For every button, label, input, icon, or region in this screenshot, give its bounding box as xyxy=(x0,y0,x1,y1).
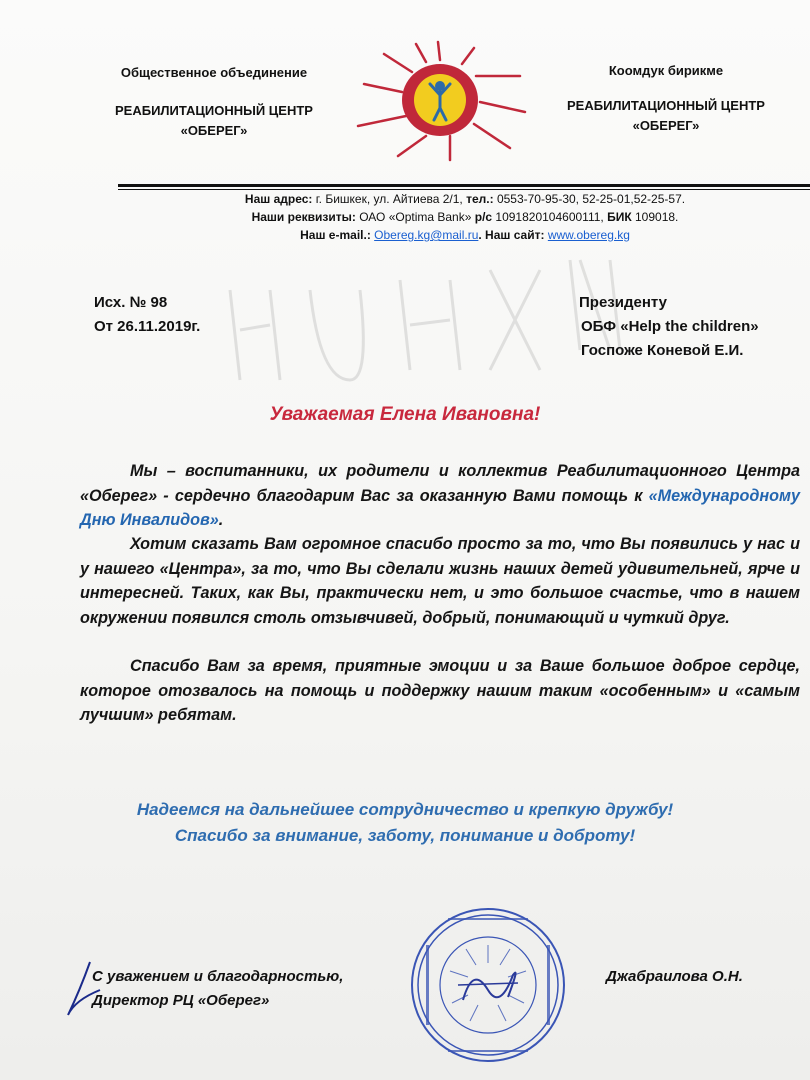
header-right-name: РЕАБИЛИТАЦИОННЫЙ ЦЕНТР xyxy=(567,98,765,113)
addressee-line3: Госпоже Коневой Е.И. xyxy=(581,342,744,359)
p1-end: . xyxy=(218,511,224,529)
bik-label: БИК xyxy=(607,210,632,224)
p1-text: Мы – воспитанники, их родители и коллектив Реабилитационного Центра «Оберег» - сердечно благодарим Вас за оказанную Вами помощь к xyxy=(80,462,800,505)
p3-text: Спасибо Вам за время, приятные эмоции и за Ваше большое доброе сердце, которое отозвалось на помощь и поддержку нашим таким «особенным» и «самым лучшим» ребятам. xyxy=(80,657,800,724)
official-stamp xyxy=(408,905,568,1065)
requisites-label: Наши реквизиты: xyxy=(251,210,356,224)
header-right-org-type: Коомдук бирикме xyxy=(608,63,724,78)
body-paragraph-1 xyxy=(80,459,800,533)
header-left-name: РЕАБИЛИТАЦИОННЫЙ ЦЕНТР xyxy=(115,103,313,118)
email-label: Наш e-mail.: xyxy=(300,228,371,242)
address-value: г. Бишкек, ул. Айтиева 2/1, xyxy=(312,192,463,206)
p1-highlight: «Международному Дню Инвалидов» xyxy=(80,486,800,529)
account-value: 1091820104600111, xyxy=(492,210,608,224)
letter-date: От 26.11.2019г. xyxy=(94,318,201,335)
phone-value: 0553-70-95-30, 52-25-01,52-25-57. xyxy=(493,192,686,206)
header-right-name2: «ОБЕРЕГ» xyxy=(632,118,700,133)
site-link[interactable]: www.obereg.kg xyxy=(547,228,630,242)
header-left-org-type: Общественное объединение xyxy=(120,65,308,80)
body-paragraph-3 xyxy=(80,654,800,728)
header-left-name2: «ОБЕРЕГ» xyxy=(180,123,248,138)
requisites-line xyxy=(120,210,810,224)
show-through-sketch xyxy=(210,230,630,410)
signature-line1: С уважением и благодарностью, xyxy=(92,968,344,985)
director-name: Джабраилова О.Н. xyxy=(606,968,743,985)
addressee-line2: ОБФ «Help the children» xyxy=(581,318,759,335)
bik-value: 109018. xyxy=(631,210,679,224)
account-label: р/с xyxy=(474,210,493,224)
closing-line-1: Надеемся на дальнейшее сотрудничество и крепкую дружбу! xyxy=(136,800,674,819)
addressee-line1: Президенту xyxy=(579,294,667,311)
email-link[interactable]: Obereg.kg@mail.ru xyxy=(374,228,479,242)
email-site-line xyxy=(120,228,810,242)
greeting: Уважаемая Елена Ивановна! xyxy=(269,404,541,425)
bank-value: ОАО «Optima Bank» xyxy=(355,210,475,224)
site-label: . Наш сайт: xyxy=(478,228,545,242)
body-paragraph-2 xyxy=(80,532,800,630)
header-rule-thick xyxy=(118,184,810,187)
phone-label: тел.: xyxy=(462,192,494,206)
sun-logo xyxy=(350,40,530,165)
closing-line-2: Спасибо за внимание, заботу, понимание и доброту! xyxy=(174,826,636,845)
address-label: Наш адрес: xyxy=(244,192,313,206)
p2-text: Хотим сказать Вам огромное спасибо просто за то, что Вы появились у нас и у нашего «Центра», за то, что Вы сделали жизнь наших детей удивительней, ярче и интересней. Таких, как Вы, практически нет, и это большое счастье, что в нашем окружении появился столь отзывчивей, добрый, понимающий и чуткий друг. xyxy=(80,535,800,627)
address-line xyxy=(120,192,810,206)
signature-line2: Директор РЦ «Оберег» xyxy=(92,992,270,1009)
outgoing-number: Исх. № 98 xyxy=(94,294,168,311)
header-rule-thin xyxy=(118,189,810,190)
